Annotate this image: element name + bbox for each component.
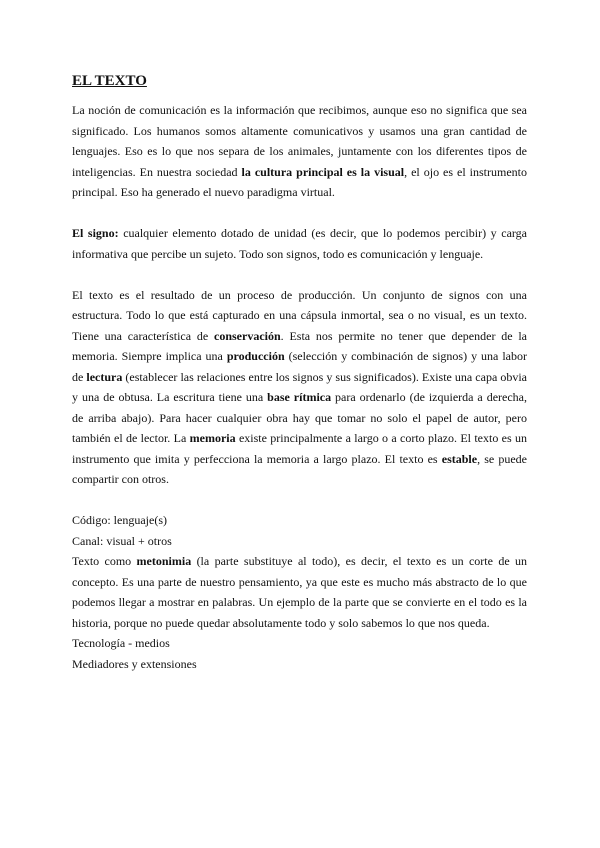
bold-phrase-cultura-visual: la cultura principal es la visual [241,164,405,179]
text-run: existe principalmente a largo o a corto plazo. El texto es un instrumento que imita y perfecciona la memoria a largo plazo. El texto es [72,431,528,466]
bold-term-base-ritmica: base rítmica [267,390,332,404]
paragraph-comunicacion [72,100,527,203]
text-run: Texto como [72,554,137,568]
bold-term-estable: estable [441,451,478,466]
text-run: La noción de comunicación es la información que recibimos, aunque eso no significa que sea significado. Los humanos somos altamente comunicativos y usamos una gran cantidad de lenguajes. Eso es lo que nos separa de los animales, juntamente con los diferentes tipos de inteligencias. En nuestra sociedad [72,103,527,179]
line-mediadores: Mediadores y extensiones [72,656,197,671]
page-title: EL TEXTO [72,73,147,89]
paragraph-texto [72,285,527,490]
paragraph-signo [72,223,527,264]
bold-term-lectura: lectura [86,369,123,384]
text-run: (selección y combinación de signos) y una labor de [72,349,527,384]
document-body [72,70,527,674]
paragraph-gap [72,203,527,224]
line-canal: Canal: visual + otros [72,533,172,548]
text-run: (establecer las relaciones entre los signos y sus significados). Existe una capa obvia y una de obtusa. La escritura tiene una [72,369,528,404]
text-run: . Esta nos permite no tener que depender de la memoria. Siempre implica una [72,328,528,363]
text-run: para ordenarlo (de izquierda a derecha, de arriba abajo). Para hacer cualquier obra hay que tomar no solo el papel de autor, pero también el de lector. La [72,390,528,445]
paragraph-gap [72,264,527,285]
text-run: El texto es el resultado de un proceso de producción. Un conjunto de signos con una estructura. Todo lo que está capturado en una cápsula inmortal, sea o no visual, es un texto. Tiene una característica de [72,287,527,343]
text-run: cualquier elemento dotado de unidad (es decir, que lo podemos percibir) y carga informativa que percibe un sujeto. Todo son signos, todo es comunicación y lenguaje. [72,226,528,261]
bold-term-produccion: producción [226,349,285,363]
text-run: (la parte substituye al todo), es decir, el texto es un corte de un concepto. Es una parte de nuestro pensamiento, ya que este es mucho más abstracto de lo que podemos llegar a mostrar en palabras. Un ejemplo de la parte que se convierte en el todo es la historia, porque no puede quedar absolutamente todo y solo sabemos lo que nos queda. [72,554,528,630]
bold-term-signo: El signo: [72,226,119,240]
bold-term-metonimia: metonimia [136,554,192,568]
text-run: , se puede compartir con otros. [72,451,527,486]
bold-term-conservacion: conservación [214,328,281,343]
line-tecnologia: Tecnología - medios [72,636,170,650]
paragraph-gap [72,490,527,511]
paragraph-metonimia [72,551,527,633]
bold-term-memoria: memoria [189,431,236,445]
text-run: , el ojo es el instrumento principal. Eso ha generado el nuevo paradigma virtual. [72,164,528,199]
line-codigo: Código: lenguaje(s) [72,513,167,527]
